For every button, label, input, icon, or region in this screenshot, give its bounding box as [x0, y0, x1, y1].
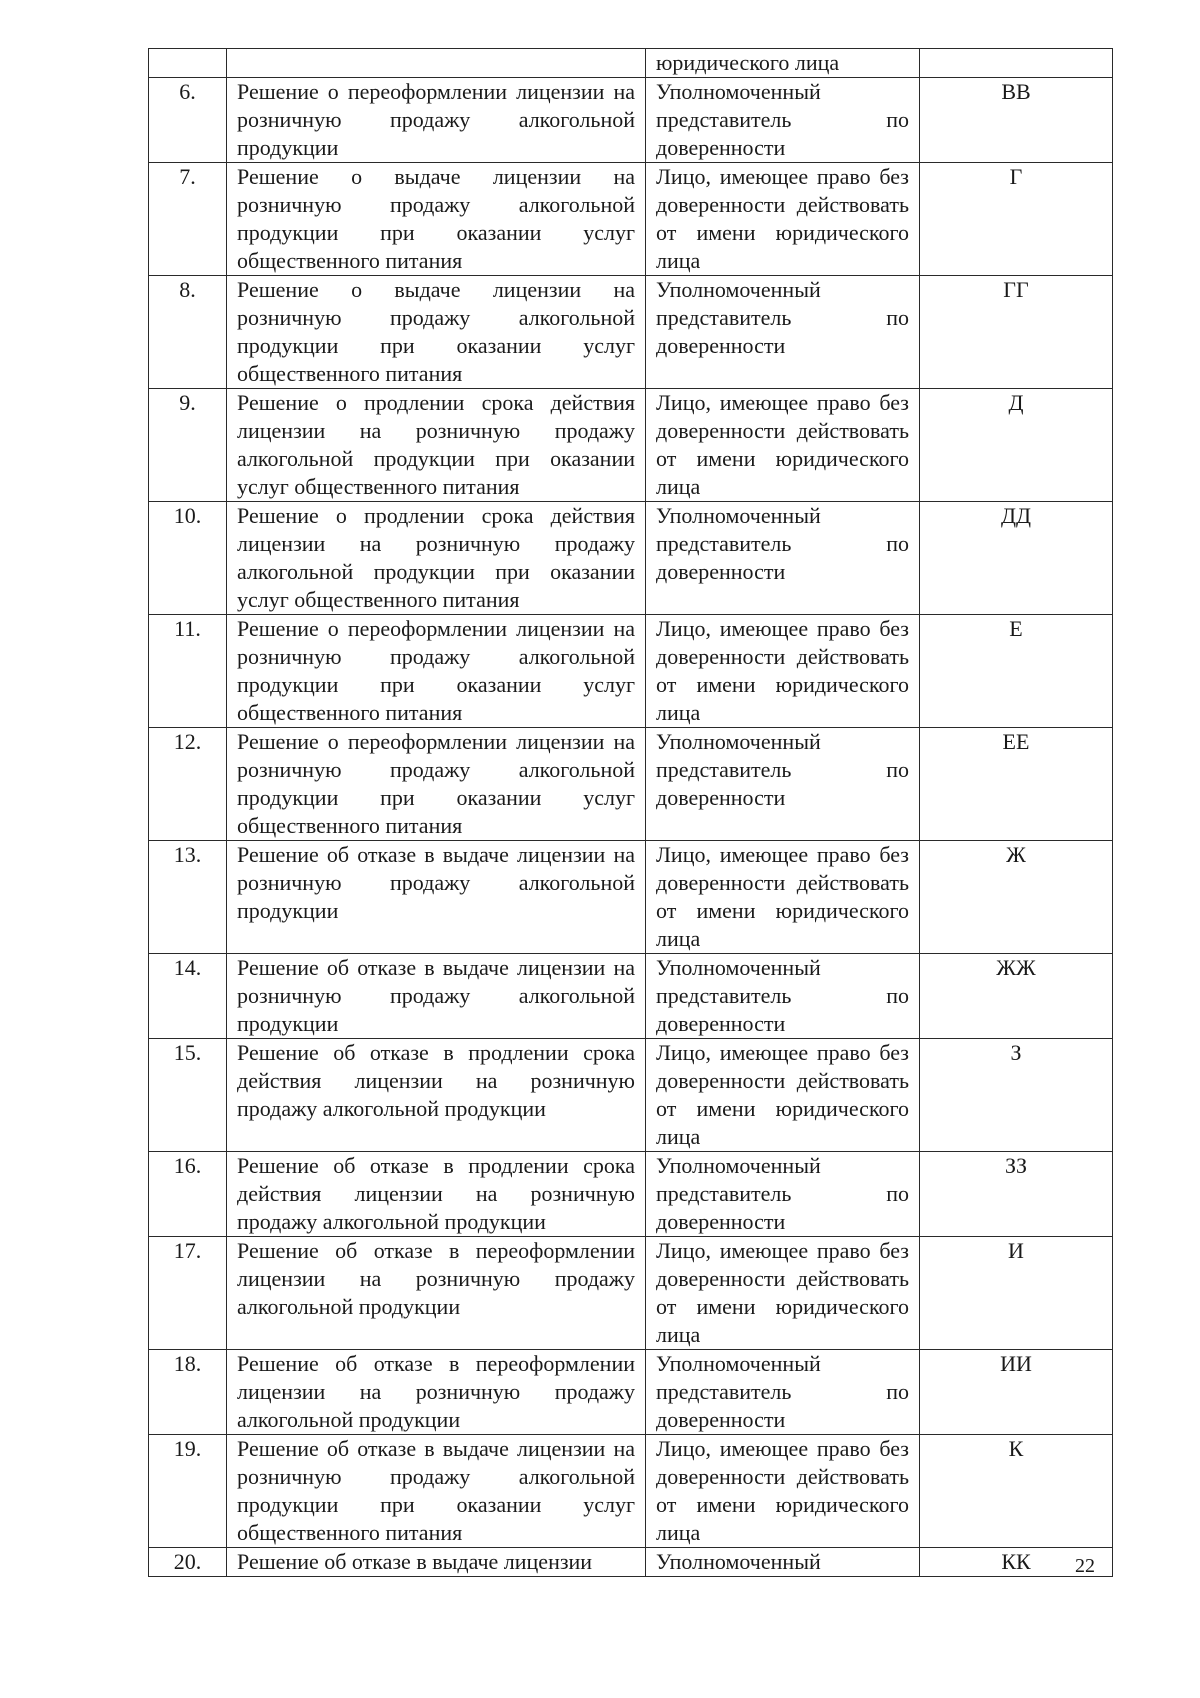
row-number: 16. [149, 1152, 227, 1237]
applicant-cell: Лицо, имеющее право без доверенности действовать от имени юридического лица [646, 615, 920, 728]
code-cell: ЗЗ [920, 1152, 1113, 1237]
decision-cell: Решение о переоформлении лицензии на розничную продажу алкогольной продукции при оказании услуг общественного питания [227, 615, 646, 728]
decision-cell: Решение о переоформлении лицензии на розничную продажу алкогольной продукции при оказании услуг общественного питания [227, 728, 646, 841]
applicant-cell: Лицо, имеющее право без доверенности действовать от имени юридического лица [646, 389, 920, 502]
row-number: 8. [149, 276, 227, 389]
table-row [149, 841, 1113, 954]
code-cell: ВВ [920, 78, 1113, 163]
row-number: 14. [149, 954, 227, 1039]
decision-cell: Решение о переоформлении лицензии на розничную продажу алкогольной продукции [227, 78, 646, 163]
code-cell [920, 49, 1113, 78]
code-cell: Г [920, 163, 1113, 276]
table-body [149, 49, 1113, 1577]
decision-cell: Решение об отказе в выдаче лицензии на розничную продажу алкогольной продукции [227, 954, 646, 1039]
row-number: 6. [149, 78, 227, 163]
applicant-cell: Лицо, имеющее право без доверенности действовать от имени юридического лица [646, 1039, 920, 1152]
row-number [149, 49, 227, 78]
decision-cell: Решение об отказе в продлении срока действия лицензии на розничную продажу алкогольной продукции [227, 1152, 646, 1237]
table-row [149, 1152, 1113, 1237]
code-cell: ЖЖ [920, 954, 1113, 1039]
applicant-cell: Уполномоченный [646, 1548, 920, 1577]
row-number: 17. [149, 1237, 227, 1350]
licensing-decisions-table [148, 48, 1113, 1577]
applicant-cell: Уполномоченный представитель по доверенности [646, 954, 920, 1039]
table-row [149, 1435, 1113, 1548]
row-number: 15. [149, 1039, 227, 1152]
decision-cell: Решение об отказе в выдаче лицензии на розничную продажу алкогольной продукции [227, 841, 646, 954]
code-cell: ДД [920, 502, 1113, 615]
code-cell: Е [920, 615, 1113, 728]
applicant-cell: Уполномоченный представитель по доверенности [646, 1152, 920, 1237]
applicant-cell: Лицо, имеющее право без доверенности действовать от имени юридического лица [646, 1237, 920, 1350]
code-cell: ИИ [920, 1350, 1113, 1435]
table-row [149, 954, 1113, 1039]
decision-cell: Решение о продлении срока действия лицензии на розничную продажу алкогольной продукции при оказании услуг общественного питания [227, 389, 646, 502]
row-number: 7. [149, 163, 227, 276]
row-number: 19. [149, 1435, 227, 1548]
code-cell: К [920, 1435, 1113, 1548]
row-number: 18. [149, 1350, 227, 1435]
row-number: 9. [149, 389, 227, 502]
applicant-cell: Лицо, имеющее право без доверенности действовать от имени юридического лица [646, 841, 920, 954]
table-row [149, 615, 1113, 728]
applicant-cell: Уполномоченный представитель по доверенности [646, 1350, 920, 1435]
table-row [149, 389, 1113, 502]
code-cell: ЕЕ [920, 728, 1113, 841]
table-row [149, 276, 1113, 389]
applicant-cell: Уполномоченный представитель по доверенности [646, 728, 920, 841]
table-row [149, 1039, 1113, 1152]
table-row [149, 502, 1113, 615]
decision-cell: Решение об отказе в переоформлении лицензии на розничную продажу алкогольной продукции [227, 1350, 646, 1435]
decision-cell [227, 49, 646, 78]
code-cell: Д [920, 389, 1113, 502]
decision-cell: Решение об отказе в выдаче лицензии на розничную продажу алкогольной продукции при оказании услуг общественного питания [227, 1435, 646, 1548]
decision-cell: Решение об отказе в переоформлении лицензии на розничную продажу алкогольной продукции [227, 1237, 646, 1350]
table-row [149, 1350, 1113, 1435]
row-number: 20. [149, 1548, 227, 1577]
table-row [149, 728, 1113, 841]
row-number: 12. [149, 728, 227, 841]
table-row [149, 1237, 1113, 1350]
code-cell: З [920, 1039, 1113, 1152]
decision-cell: Решение об отказе в продлении срока действия лицензии на розничную продажу алкогольной продукции [227, 1039, 646, 1152]
table-row [149, 78, 1113, 163]
applicant-cell: Уполномоченный представитель по доверенности [646, 502, 920, 615]
code-cell: ГГ [920, 276, 1113, 389]
applicant-cell: Уполномоченный представитель по доверенности [646, 78, 920, 163]
table-row-continuation [149, 49, 1113, 78]
decision-cell: Решение о продлении срока действия лицензии на розничную продажу алкогольной продукции при оказании услуг общественного питания [227, 502, 646, 615]
applicant-cell: Лицо, имеющее право без доверенности действовать от имени юридического лица [646, 1435, 920, 1548]
code-cell: КК [920, 1548, 1113, 1577]
applicant-cell: Лицо, имеющее право без доверенности действовать от имени юридического лица [646, 163, 920, 276]
code-cell: Ж [920, 841, 1113, 954]
decision-cell: Решение об отказе в выдаче лицензии [227, 1548, 646, 1577]
row-number: 13. [149, 841, 227, 954]
page-number: 22 [1075, 1555, 1095, 1577]
applicant-cell: Уполномоченный представитель по доверенности [646, 276, 920, 389]
applicant-cell: юридического лица [646, 49, 920, 78]
decision-cell: Решение о выдаче лицензии на розничную продажу алкогольной продукции при оказании услуг общественного питания [227, 276, 646, 389]
table-row [149, 1548, 1113, 1577]
row-number: 11. [149, 615, 227, 728]
code-cell: И [920, 1237, 1113, 1350]
row-number: 10. [149, 502, 227, 615]
table-row [149, 163, 1113, 276]
decision-cell: Решение о выдаче лицензии на розничную продажу алкогольной продукции при оказании услуг общественного питания [227, 163, 646, 276]
